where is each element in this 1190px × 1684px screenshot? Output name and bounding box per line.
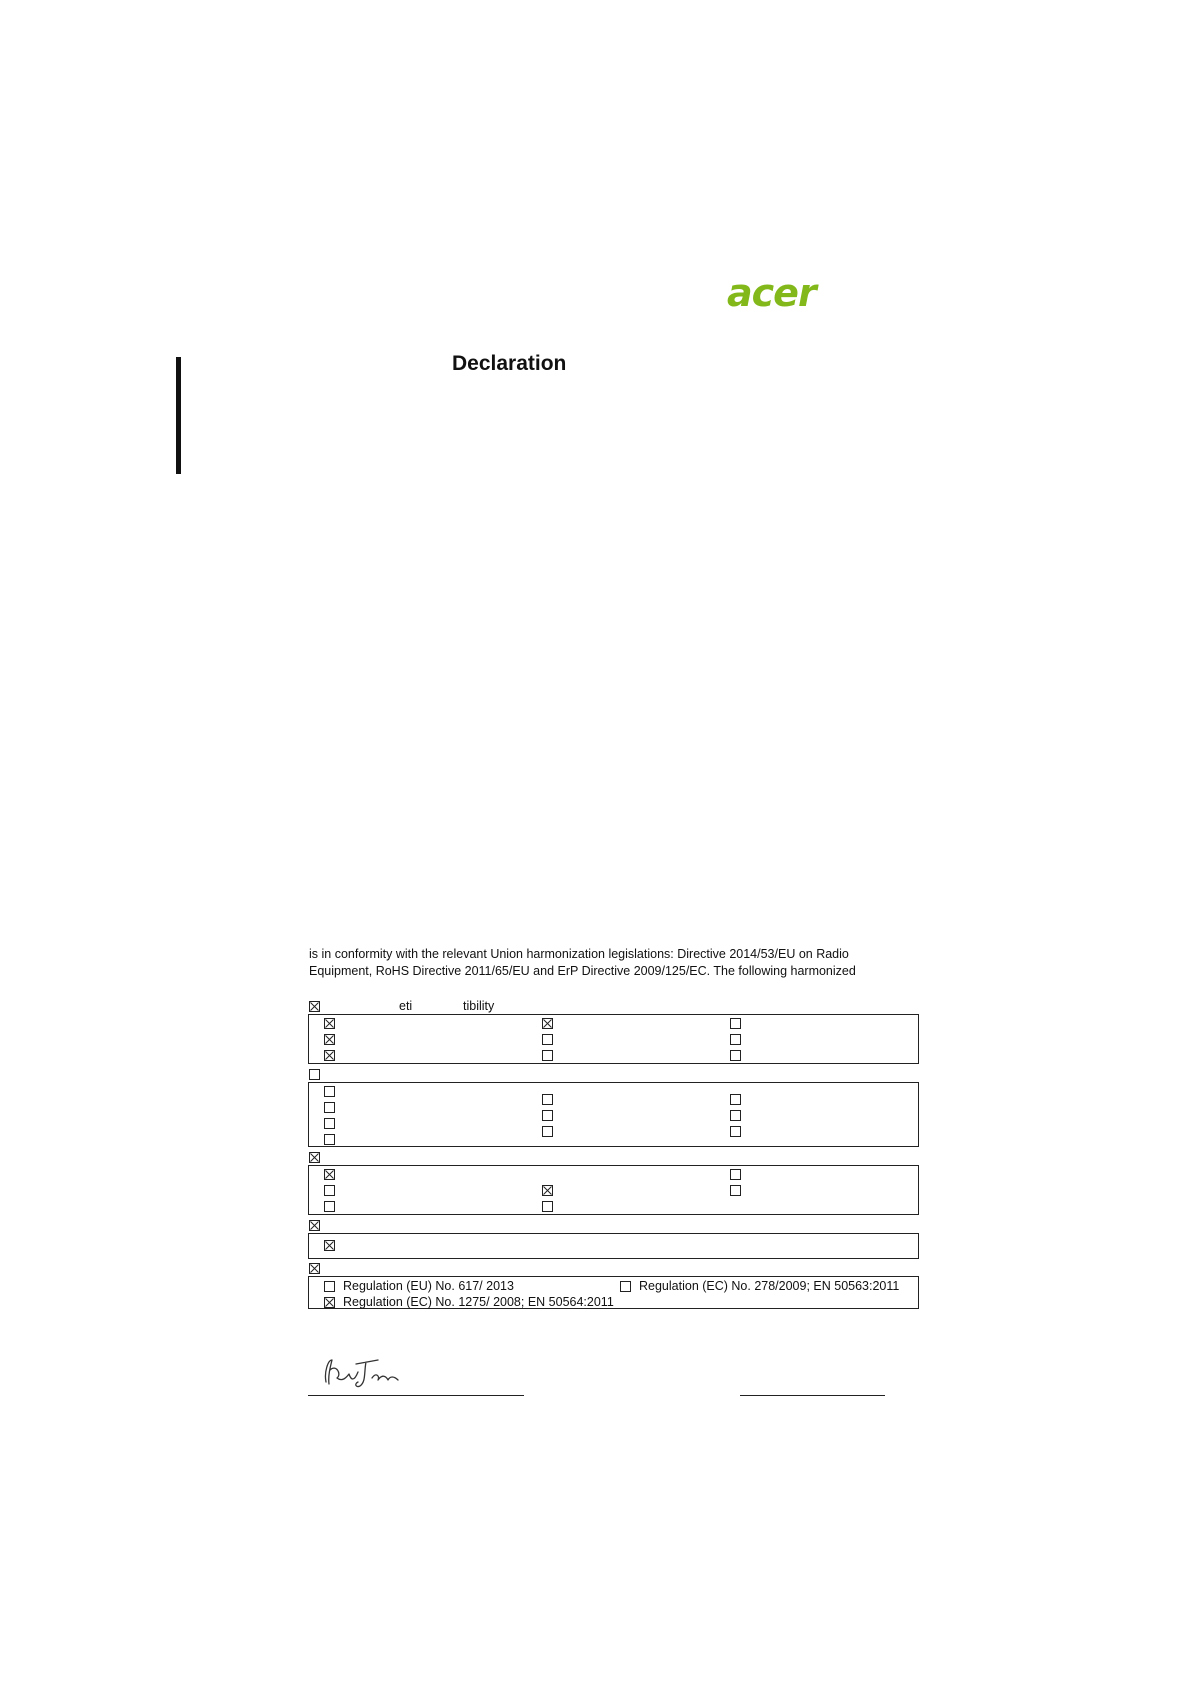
- side-bar: [176, 357, 181, 474]
- checkmark-x-icon: [325, 1019, 334, 1028]
- section3-item-checkbox[interactable]: [324, 1169, 335, 1180]
- svg-text:acer: acer: [727, 275, 816, 315]
- section3-item-checkbox[interactable]: [542, 1201, 553, 1212]
- signature-line: [308, 1395, 524, 1396]
- section4-standards-frame: [308, 1233, 919, 1259]
- emc-item-checkbox[interactable]: [730, 1018, 741, 1029]
- emc-label-part1: eti: [399, 999, 413, 1013]
- checkmark-x-icon: [325, 1241, 334, 1250]
- section2-item-checkbox[interactable]: [324, 1118, 335, 1129]
- section2-item-checkbox[interactable]: [324, 1086, 335, 1097]
- page-title: Declaration: [452, 352, 567, 375]
- section3-item-checkbox[interactable]: [324, 1185, 335, 1196]
- erp-item-label: Regulation (EU) No. 617/ 2013: [343, 1279, 514, 1293]
- conformity-line-1: is in conformity with the relevant Union harmonization legislations: Directive 2014/53/EU on Radio: [309, 947, 849, 961]
- section2-standards-frame: [308, 1082, 919, 1147]
- section2-item-checkbox[interactable]: [542, 1094, 553, 1105]
- section3-checkbox[interactable]: [309, 1152, 320, 1163]
- emc-standards-frame: [308, 1014, 919, 1064]
- emc-item-checkbox[interactable]: [542, 1034, 553, 1045]
- section2-item-checkbox[interactable]: [542, 1126, 553, 1137]
- checkmark-x-icon: [543, 1186, 552, 1195]
- emc-checkbox[interactable]: [309, 1001, 320, 1012]
- section2-item-checkbox[interactable]: [730, 1126, 741, 1137]
- section3-item-checkbox[interactable]: [542, 1185, 553, 1196]
- erp-item-checkbox[interactable]: [324, 1281, 335, 1292]
- acer-logo: [727, 275, 845, 315]
- section3-standards-frame: [308, 1165, 919, 1215]
- emc-label-part2: tibility: [463, 999, 495, 1013]
- section2-item-checkbox[interactable]: [324, 1134, 335, 1145]
- section2-item-checkbox[interactable]: [730, 1110, 741, 1121]
- emc-item-checkbox[interactable]: [730, 1050, 741, 1061]
- checkmark-x-icon: [310, 1002, 319, 1011]
- section2-item-checkbox[interactable]: [324, 1102, 335, 1113]
- conformity-line-2: Equipment, RoHS Directive 2011/65/EU and ErP Directive 2009/125/EC. The following harmonized: [309, 964, 856, 978]
- conformity-paragraph: [309, 946, 929, 980]
- checkmark-x-icon: [325, 1298, 334, 1307]
- emc-item-checkbox[interactable]: [324, 1050, 335, 1061]
- erp-item-checkbox[interactable]: [620, 1281, 631, 1292]
- date-line: [740, 1395, 885, 1396]
- section2-checkbox[interactable]: [309, 1069, 320, 1080]
- erp-item-checkbox[interactable]: [324, 1297, 335, 1308]
- checkmark-x-icon: [325, 1051, 334, 1060]
- checkmark-x-icon: [310, 1264, 319, 1273]
- section2-item-checkbox[interactable]: [730, 1094, 741, 1105]
- section2-item-checkbox[interactable]: [542, 1110, 553, 1121]
- section4-checkbox[interactable]: [309, 1220, 320, 1231]
- checkmark-x-icon: [310, 1153, 319, 1162]
- checkmark-x-icon: [325, 1170, 334, 1179]
- section3-item-checkbox[interactable]: [324, 1201, 335, 1212]
- erp-item-label: Regulation (EC) No. 1275/ 2008; EN 50564:2011: [343, 1295, 614, 1309]
- emc-item-checkbox[interactable]: [542, 1018, 553, 1029]
- emc-item-checkbox[interactable]: [730, 1034, 741, 1045]
- emc-item-checkbox[interactable]: [324, 1018, 335, 1029]
- emc-item-checkbox[interactable]: [542, 1050, 553, 1061]
- section3-item-checkbox[interactable]: [730, 1185, 741, 1196]
- section4-item-checkbox[interactable]: [324, 1240, 335, 1251]
- checkmark-x-icon: [325, 1035, 334, 1044]
- section3-item-checkbox[interactable]: [730, 1169, 741, 1180]
- emc-item-checkbox[interactable]: [324, 1034, 335, 1045]
- handwritten-signature: [320, 1352, 410, 1392]
- erp-item-label: Regulation (EC) No. 278/2009; EN 50563:2011: [639, 1279, 900, 1293]
- erp-checkbox[interactable]: [309, 1263, 320, 1274]
- checkmark-x-icon: [310, 1221, 319, 1230]
- checkmark-x-icon: [543, 1019, 552, 1028]
